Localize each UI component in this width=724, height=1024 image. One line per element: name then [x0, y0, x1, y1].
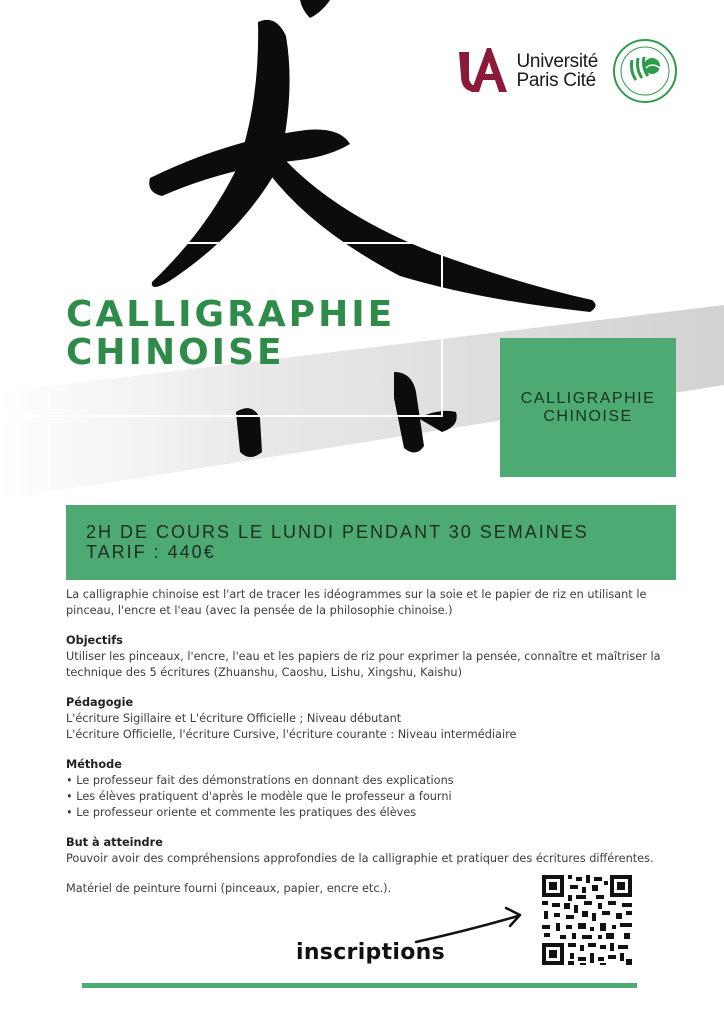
methode-item: • Le professeur fait des démonstrations en donnant des explications — [66, 774, 454, 787]
main-title-line1: CALLIGRAPHIE — [66, 294, 396, 335]
bottom-divider — [82, 983, 637, 988]
but-text: Pouvoir avoir des compréhensions approfondies de la calligraphie et pratiquer des écritures différentes. — [66, 852, 654, 865]
objectifs-heading: Objectifs — [66, 634, 123, 647]
methode-heading: Méthode — [66, 758, 122, 771]
university-name-line2: Paris Cité — [516, 70, 596, 91]
but-heading: But à atteindre — [66, 836, 163, 849]
qr-code-icon[interactable] — [540, 873, 634, 967]
pedagogie-line: L'écriture Sigillaire et L'écriture Officielle ; Niveau débutant — [66, 712, 402, 725]
price-text: TARIF : 440€ — [86, 542, 216, 562]
schedule-text: 2H DE COURS LE LUNDI PENDANT 30 SEMAINES — [86, 522, 589, 542]
main-title-line2: CHINOISE — [66, 332, 285, 373]
title-box-line2: CHINOISE — [543, 407, 633, 425]
inscriptions-label[interactable]: inscriptions — [296, 940, 446, 965]
methode-item: • Les élèves pratiquent d'après le modèle que le professeur a fourni — [66, 790, 452, 803]
schedule-banner — [66, 505, 676, 580]
main-title — [66, 296, 395, 372]
header-logos — [457, 38, 678, 104]
eiffel-monogram-icon — [457, 46, 509, 96]
course-description — [66, 587, 666, 897]
title-box-line1: CALLIGRAPHIE — [520, 389, 656, 407]
objectifs-text: Utiliser les pinceaux, l'encre, l'eau et les papiers de riz pour exprimer la pensée, connaître et maîtriser la technique des 5 écritures (Zhuanshu, Caoshu, Lishu, Xingshu, Kaishu) — [66, 650, 661, 679]
confucius-institute-logo-icon — [612, 38, 678, 104]
methode-item: • Le professeur oriente et commente les pratiques des élèves — [66, 806, 417, 819]
universite-paris-cite-logo — [457, 46, 598, 96]
pedagogie-heading: Pédagogie — [66, 696, 134, 709]
intro-paragraph: La calligraphie chinoise est l'art de tracer les idéogrammes sur la soie et le papier de riz en utilisant le pinceau, l'encre et l'eau (avec la pensée de la philosophie chinoise.) — [66, 588, 647, 617]
pedagogie-line: L'écriture Officielle, l'écriture Cursive, l'écriture courante : Niveau intermédiaire — [66, 728, 517, 741]
title-box — [500, 338, 676, 477]
university-name-line1: Université — [516, 51, 598, 72]
materiel-text: Matériel de peinture fourni (pinceaux, papier, encre etc.). — [66, 882, 392, 895]
